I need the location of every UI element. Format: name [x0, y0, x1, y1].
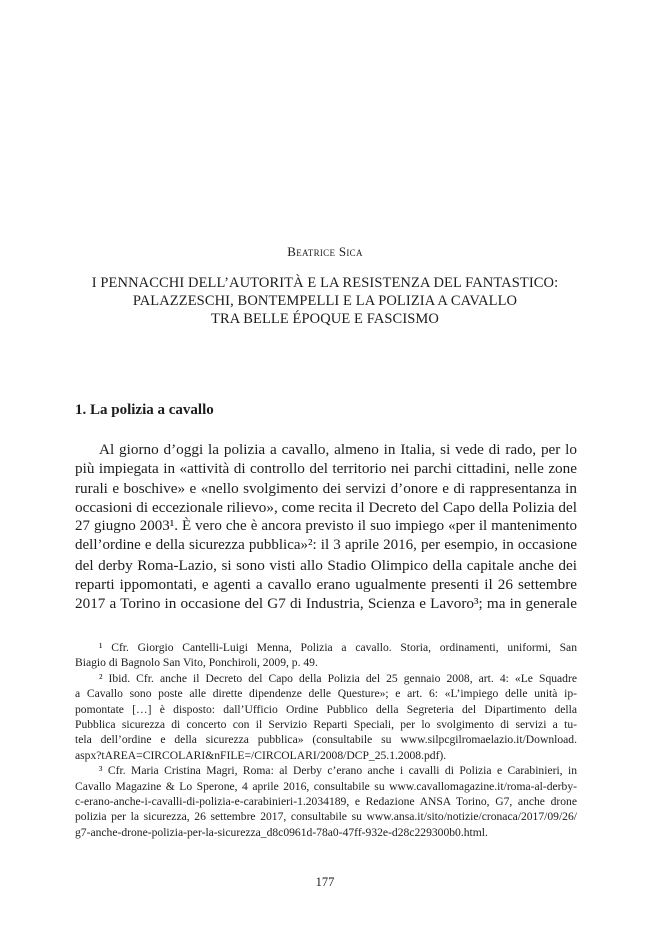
body-line: reparti ippomontati, e agenti a cavallo erano ugualmente presenti il 26 settembre — [75, 576, 577, 594]
footnote-line: ³ Cfr. Maria Cristina Magri, Roma: al Derby c’erano anche i cavalli di Polizia e Carabinieri, in — [99, 764, 577, 778]
footnote-line: pomontate […] è disposto: dall’Ufficio Ordine Pubblico della Segreteria del Dipartimento della — [75, 702, 577, 716]
article-title — [60, 274, 590, 328]
footnote-line: ² Ibid. Cfr. anche il Decreto del Capo della Polizia del 25 gennaio 2008, art. 4: «Le Squadre — [99, 671, 577, 685]
body-line: Al giorno d’oggi la polizia a cavallo, almeno in Italia, si vede di rado, per lo — [99, 441, 577, 458]
footnotes — [75, 640, 577, 840]
section-heading: 1. La polizia a cavallo — [75, 402, 214, 418]
body-line: 27 giugno 2003¹. È vero che è ancora previsto il suo impiego «per il mantenimento — [75, 518, 577, 535]
body-line: del derby Roma-Lazio, si sono visti allo Stadio Olimpico della capitale anche dei — [75, 556, 577, 574]
footnote-line: polizia per la sicurezza, 26 settembre 2017, consultabile su www.ansa.it/sito/notizie/cronaca/2017/09/26/ — [75, 810, 577, 824]
footnote-line: tela dell’ordine e della sicurezza pubblica» (consultabile su www.silpcgilromaelazio.it/Download. — [75, 733, 577, 747]
page-number: 177 — [315, 875, 335, 889]
body-line: 2017 a Torino in occasione del G7 di Industria, Scienza e Lavoro³; ma in generale — [75, 595, 577, 613]
body-line: rurali e boschive» e «nello svolgimento dei servizi d’onore e di rappresentanza in — [75, 479, 577, 497]
footnote-line: Pubblica sicurezza di concerto con il Servizio Reparti Speciali, per lo svolgimento di servizi a tu- — [75, 718, 577, 732]
title-line-3: TRA BELLE ÉPOQUE E FASCISMO — [210, 311, 439, 327]
body-line: occasioni di eccezionale rilievo», come recita il Decreto del Capo della Polizia del — [75, 498, 577, 516]
footnote-line: c-erano-anche-i-cavalli-di-polizia-e-carabinieri-1.2034189, e Redazione ANSA Torino, G7, anche drone — [75, 795, 577, 809]
author-name: Beatrice Sica — [287, 244, 363, 259]
footnote-line: ¹ Cfr. Giorgio Cantelli-Luigi Menna, Polizia a cavallo. Storia, ordinamenti, uniformi, San — [99, 641, 577, 654]
body-line: dell’ordine e della sicurezza pubblica»²: il 3 aprile 2016, per esempio, in occasione — [75, 537, 577, 554]
body-line: più impiegata in «attività di controllo del territorio nei parchi cittadini, nelle zone — [75, 460, 577, 478]
footnote-line: Biagio di Bagnolo San Vito, Ponchiroli, 2009, p. 49. — [75, 656, 318, 670]
title-line-1: I PENNACCHI DELL’AUTORITÀ E LA RESISTENZA DEL FANTASTICO: — [91, 275, 559, 291]
footnote-line: g7-anche-drone-polizia-per-la-sicurezza_d8c0961d-78a0-47ff-932e-d28c229300b0.html. — [75, 825, 488, 839]
footnote-line: a Cavallo sono poste alle dirette dipendenze delle Questure»; e art. 6: «L’impiego delle unità ip- — [75, 687, 577, 701]
footnote-line: aspx?tAREA=CIRCOLARI&nFILE=/CIRCOLARI/2008/DCP_25.1.2008.pdf). — [75, 748, 447, 762]
footnote-line: Cavallo Magazine & Lo Sperone, 4 aprile 2016, consultabile su www.cavallomagazine.it/roma-al-derby- — [75, 779, 577, 793]
body-paragraph — [75, 440, 577, 614]
title-line-2: PALAZZESCHI, BONTEMPELLI E LA POLIZIA A CAVALLO — [132, 293, 518, 309]
